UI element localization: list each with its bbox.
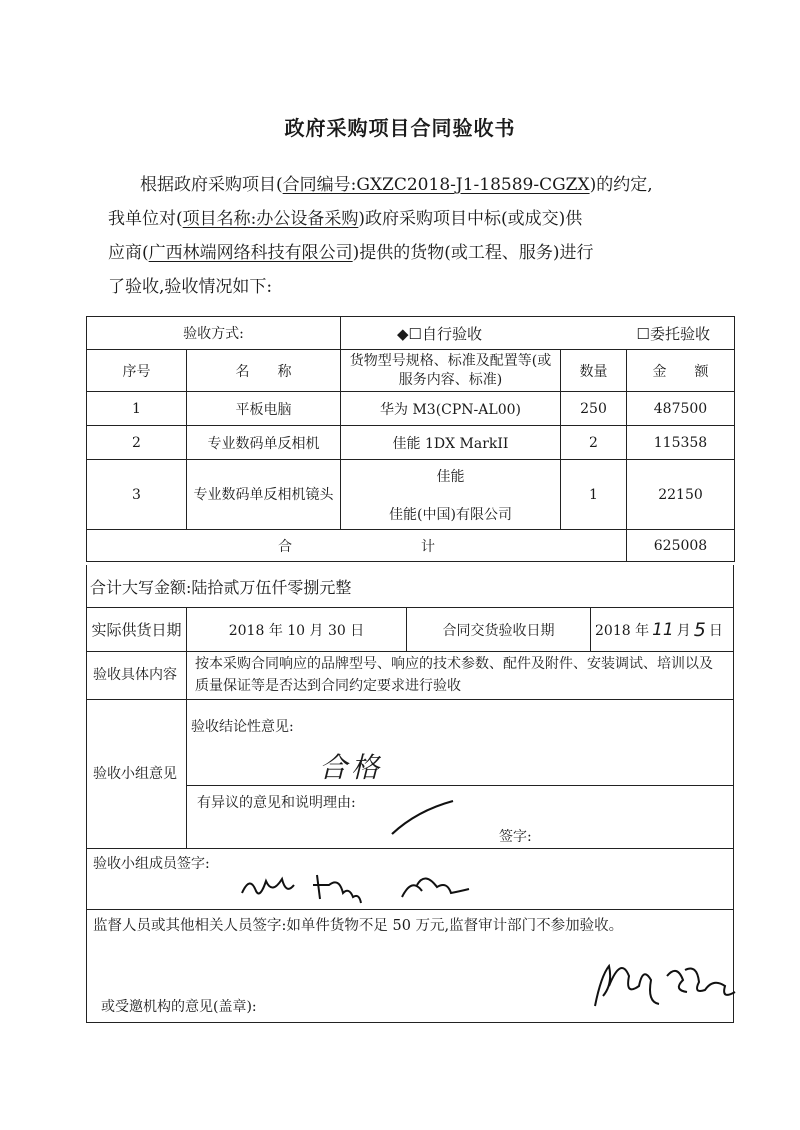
total-amount: 625008 bbox=[627, 530, 735, 562]
intro-text: 根据政府采购项目( bbox=[140, 175, 283, 195]
project-name: 项目名称:办公设备采购 bbox=[182, 209, 359, 229]
row-spec-brand: 佳能 bbox=[436, 468, 465, 485]
conclusion-label: 验收结论性意见: bbox=[191, 719, 294, 735]
header-spec: 货物型号规格、标准及配置等(或服务内容、标准) bbox=[341, 350, 561, 392]
table-row bbox=[87, 460, 735, 530]
contract-day-unit: 日 bbox=[708, 622, 723, 639]
opinion-block bbox=[86, 700, 734, 849]
intro-text: 应商( bbox=[108, 243, 149, 263]
signature-stroke bbox=[387, 798, 457, 838]
table-row bbox=[87, 426, 735, 460]
row-spec: 华为 M3(CPN-AL00) bbox=[341, 392, 561, 426]
header-row bbox=[87, 350, 735, 392]
opinion-label: 验收小组意见 bbox=[87, 700, 187, 848]
intro-line-1 bbox=[140, 168, 740, 202]
row-no: 2 bbox=[87, 426, 187, 460]
members-block bbox=[86, 849, 734, 910]
row-qty: 250 bbox=[561, 392, 627, 426]
header-no: 序号 bbox=[87, 350, 187, 392]
document-title: 政府采购项目合同验收书 bbox=[284, 116, 516, 140]
content-label: 验收具体内容 bbox=[87, 651, 187, 699]
contract-date-label: 合同交货验收日期 bbox=[407, 608, 591, 651]
objection-label: 有异议的意见和说明理由: bbox=[197, 795, 356, 811]
row-qty: 2 bbox=[561, 426, 627, 460]
intro-line-2 bbox=[108, 202, 708, 236]
total-label-1: 合 bbox=[278, 538, 293, 555]
row-no: 3 bbox=[87, 460, 187, 530]
supervisor-block bbox=[86, 910, 734, 1023]
member-signatures bbox=[237, 865, 487, 905]
members-label: 验收小组成员签字: bbox=[93, 856, 210, 872]
contract-month-unit: 月 bbox=[676, 622, 691, 639]
contract-date-value bbox=[591, 608, 733, 651]
entrusted-inspection-option[interactable]: ☐委托验收 bbox=[636, 324, 710, 343]
content-row bbox=[86, 651, 734, 700]
intro-line-4: 了验收,验收情况如下: bbox=[108, 277, 273, 297]
row-spec: 佳能 1DX MarkII bbox=[341, 426, 561, 460]
self-inspection-option[interactable]: ◆☐自行验收 bbox=[397, 324, 482, 343]
supervisor-signature bbox=[587, 946, 737, 1018]
header-name: 名 称 bbox=[187, 350, 341, 392]
amount-in-words: 合计大写金额:陆拾贰万伍仟零捌元整 bbox=[90, 578, 352, 597]
row-name: 专业数码单反相机 bbox=[187, 426, 341, 460]
header-amount: 金 额 bbox=[627, 350, 735, 392]
row-no: 1 bbox=[87, 392, 187, 426]
goods-table bbox=[86, 316, 735, 562]
method-label: 验收方式: bbox=[87, 317, 341, 350]
table-row bbox=[87, 392, 735, 426]
content-text: 按本采购合同响应的品牌型号、响应的技术参数、配件及附件、安装调试、培训以及质量保证等是否达到合同约定要求进行验收 bbox=[195, 656, 713, 694]
supervisor-label: 监督人员或其他相关人员签字:如单件货物不足 50 万元,监督审计部门不参加验收。 bbox=[93, 918, 624, 934]
row-amount: 22150 bbox=[627, 460, 735, 530]
row-name: 专业数码单反相机镜头 bbox=[187, 460, 341, 530]
total-label bbox=[87, 530, 627, 562]
row-amount: 115358 bbox=[627, 426, 735, 460]
total-row bbox=[87, 530, 735, 562]
method-row bbox=[87, 317, 735, 350]
method-options bbox=[341, 317, 735, 350]
actual-date-value: 2018 年 10 月 30 日 bbox=[187, 608, 407, 651]
contract-day-handwritten: 5 bbox=[693, 618, 706, 641]
conclusion-handwritten: 合格 bbox=[319, 751, 384, 784]
row-spec bbox=[341, 460, 561, 530]
amount-words-row bbox=[86, 565, 734, 608]
intro-text: )提供的货物(或工程、服务)进行 bbox=[352, 243, 594, 263]
contract-year: 2018 年 bbox=[595, 622, 650, 639]
intro-text: )政府采购项目中标(或成交)供 bbox=[358, 209, 583, 229]
sign-label: 签字: bbox=[499, 829, 532, 845]
supplier-name: 广西林端网络科技有限公司 bbox=[148, 243, 353, 263]
row-qty: 1 bbox=[561, 460, 627, 530]
intro-text: )的约定, bbox=[589, 175, 653, 195]
row-name: 平板电脑 bbox=[187, 392, 341, 426]
institution-label: 或受邀机构的意见(盖章): bbox=[101, 999, 257, 1015]
row-amount: 487500 bbox=[627, 392, 735, 426]
row-spec-maker: 佳能(中国)有限公司 bbox=[389, 506, 512, 523]
dates-row bbox=[86, 607, 734, 652]
intro-text: 我单位对( bbox=[108, 209, 183, 229]
total-label-2: 计 bbox=[420, 538, 435, 555]
header-qty: 数量 bbox=[561, 350, 627, 392]
contract-month-handwritten: 11 bbox=[652, 619, 674, 640]
intro-line-3 bbox=[108, 236, 708, 270]
contract-number: 合同编号:GXZC2018-J1-18589-CGZX bbox=[282, 175, 590, 195]
actual-date-label: 实际供货日期 bbox=[87, 608, 187, 651]
divider bbox=[187, 785, 733, 786]
